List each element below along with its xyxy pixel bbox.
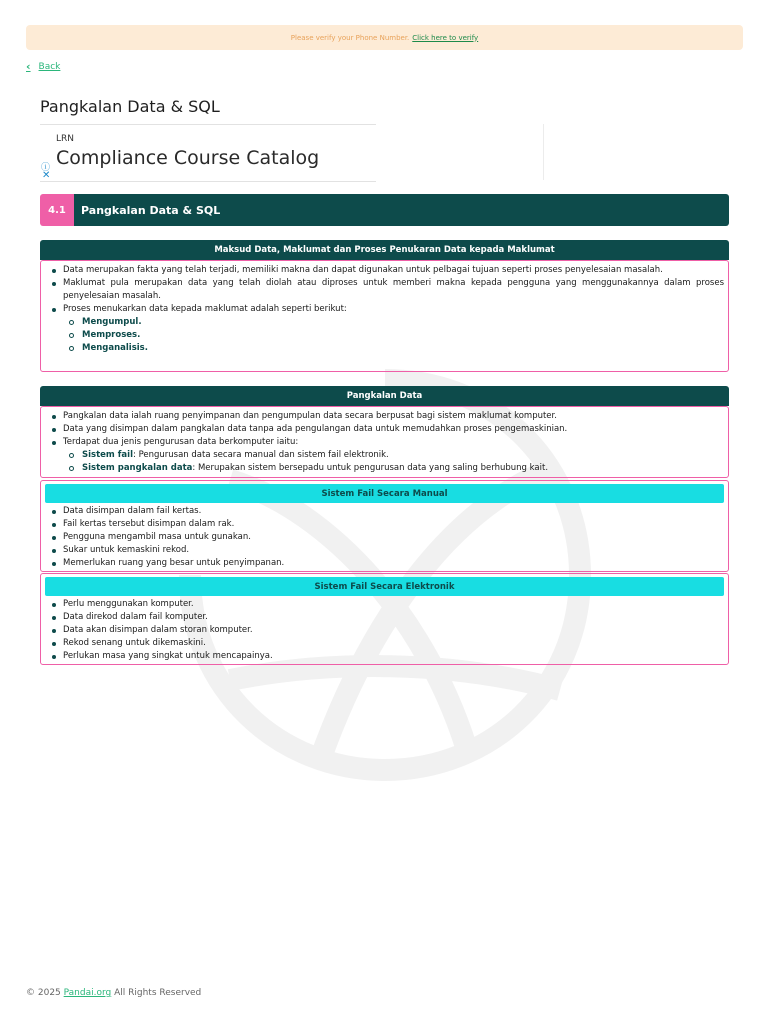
block-pangkalan-data	[40, 406, 729, 478]
content-list	[41, 264, 728, 355]
block-sistem-fail-manual	[40, 480, 729, 572]
list-item: Pangkalan data ialah ruang penyimpanan dan pengumpulan data secara berpusat bagi sistem maklumat komputer.	[41, 410, 728, 423]
section-number: 4.1	[40, 194, 74, 226]
list-item: Data disimpan dalam fail kertas.	[41, 505, 728, 518]
list-item-text: Terdapat dua jenis pengurusan data berkomputer iaitu:	[63, 437, 299, 447]
sub-list-item	[63, 462, 724, 475]
list-item: Sukar untuk kemaskini rekod.	[41, 544, 728, 557]
sub-list-item: Mengumpul.	[63, 316, 724, 329]
content-list	[41, 505, 728, 570]
term-desc: : Pengurusan data secara manual dan sistem fail elektronik.	[133, 450, 389, 460]
section-title: Pangkalan Data & SQL	[74, 194, 729, 226]
ad-divider	[543, 124, 544, 180]
page-title: Pangkalan Data & SQL	[40, 97, 220, 116]
list-item: Perlukan masa yang singkat untuk mencapainya.	[41, 650, 728, 663]
list-item: Data akan disimpan dalam storan komputer.	[41, 624, 728, 637]
sub-list	[63, 316, 724, 355]
block-sistem-fail-elektronik	[40, 573, 729, 665]
ad-brand: LRN	[56, 134, 74, 144]
ad-divider	[40, 181, 376, 182]
term-label: Sistem pangkalan data	[82, 463, 193, 473]
ad-divider	[40, 124, 376, 125]
term-label: Sistem fail	[82, 450, 133, 460]
content-list	[41, 410, 728, 475]
ad-title[interactable]: Compliance Course Catalog	[56, 147, 320, 169]
section-header	[40, 194, 729, 226]
sub-list-item: Memproses.	[63, 329, 724, 342]
footer-link[interactable]: Pandai.org	[63, 988, 112, 998]
term-desc: : Merupakan sistem bersepadu untuk pengurusan data yang saling berhubung kait.	[192, 463, 549, 473]
footer-rights: All Rights Reserved	[114, 988, 202, 998]
list-item: Data merupakan fakta yang telah terjadi, memiliki makna dan dapat digunakan untuk pelbagai tujuan seperti proses penyelesaian masalah.	[41, 264, 728, 277]
block-header-sistem-fail-elektronik: Sistem Fail Secara Elektronik	[45, 577, 724, 596]
list-item: Rekod senang untuk dikemaskini.	[41, 637, 728, 650]
list-item: Fail kertas tersebut disimpan dalam rak.	[41, 518, 728, 531]
footer	[26, 988, 201, 998]
list-item-text: Proses menukarkan data kepada maklumat adalah seperti berikut:	[63, 304, 347, 314]
list-item	[41, 303, 728, 355]
verify-phone-banner	[26, 25, 743, 50]
ad-info-icon[interactable]: ⓘ	[41, 163, 51, 173]
verify-link[interactable]: Click here to verify	[412, 33, 479, 42]
sub-list	[63, 449, 724, 475]
footer-copyright: © 2025	[26, 988, 61, 998]
list-item: Pengguna mengambil masa untuk gunakan.	[41, 531, 728, 544]
block-maksud-data	[40, 260, 729, 372]
list-item: Data yang disimpan dalam pangkalan data tanpa ada pengulangan data untuk memudahkan proses pengemaskinian.	[41, 423, 728, 436]
chevron-left-icon: ‹	[26, 60, 31, 73]
list-item	[41, 436, 728, 475]
verify-message: Please verify your Phone Number.	[290, 33, 410, 42]
ad-close-icon[interactable]: ✕	[42, 170, 51, 181]
sub-list-item	[63, 449, 724, 462]
content-list	[41, 598, 728, 663]
list-item: Memerlukan ruang yang besar untuk penyimpanan.	[41, 557, 728, 570]
block-header-pangkalan-data: Pangkalan Data	[40, 386, 729, 406]
list-item: Perlu menggunakan komputer.	[41, 598, 728, 611]
sub-list-item: Menganalisis.	[63, 342, 724, 355]
block-header-sistem-fail-manual: Sistem Fail Secara Manual	[45, 484, 724, 503]
back-link[interactable]	[26, 60, 60, 73]
list-item: Data direkod dalam fail komputer.	[41, 611, 728, 624]
back-label: Back	[38, 61, 61, 72]
ad-banner[interactable]	[40, 124, 545, 182]
list-item: Maklumat pula merupakan data yang telah diolah atau diproses untuk memberi makna kepada pengguna yang menggunakannya dalam proses penyelesaian masalah.	[41, 277, 728, 303]
block-header-maksud-data: Maksud Data, Maklumat dan Proses Penukaran Data kepada Maklumat	[40, 240, 729, 260]
